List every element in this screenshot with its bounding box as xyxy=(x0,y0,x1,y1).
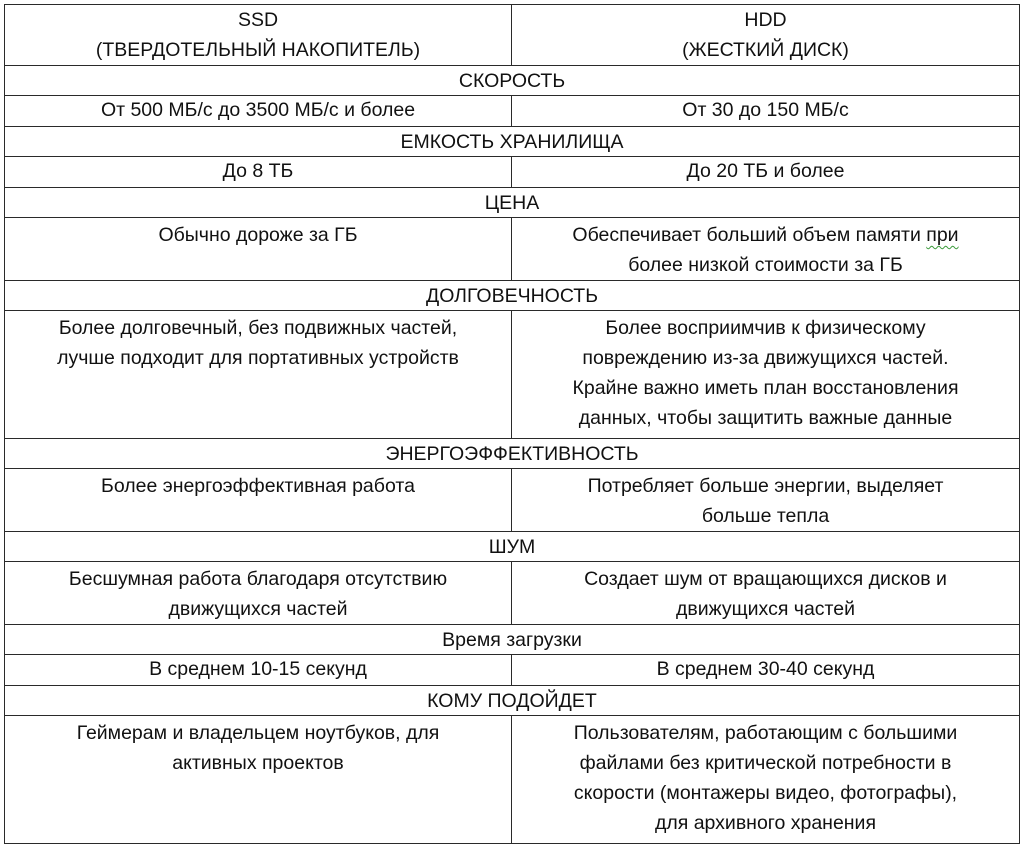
comparison-document xyxy=(4,4,1020,844)
section-row-energy-efficiency xyxy=(5,439,1020,469)
ssd-durability-cell: Более долговечный, без подвижных частей, лучше подходит для портативных устройств xyxy=(5,311,512,439)
table-row xyxy=(5,311,1020,439)
table-row xyxy=(5,716,1020,844)
ssd-target-users-cell: Геймерам и владельцем ноутбуков, для активных проектов xyxy=(5,716,512,844)
ssd-boot-time-cell: В среднем 10-15 секунд xyxy=(5,655,512,686)
section-title-capacity: ЕМКОСТЬ ХРАНИЛИЩА xyxy=(5,127,1020,157)
hdd-capacity-cell: До 20 ТБ и более xyxy=(512,157,1020,188)
hdd-price-cell xyxy=(512,218,1020,281)
section-title-durability: ДОЛГОВЕЧНОСТЬ xyxy=(5,281,1020,311)
spellcheck-flagged-word: при xyxy=(926,224,959,246)
section-row-boot-time xyxy=(5,625,1020,655)
ssd-price-cell: Обычно дороже за ГБ xyxy=(5,218,512,281)
section-row-price xyxy=(5,188,1020,218)
hdd-column-header: HDD (ЖЕСТКИЙ ДИСК) xyxy=(512,5,1020,66)
section-title-energy-efficiency: ЭНЕРГОЭФФЕКТИВНОСТЬ xyxy=(5,439,1020,469)
section-title-price: ЦЕНА xyxy=(5,188,1020,218)
section-title-target-users: КОМУ ПОДОЙДЕТ xyxy=(5,686,1020,716)
ssd-speed-cell: От 500 МБ/с до 3500 МБ/с и более xyxy=(5,96,512,127)
table-row xyxy=(5,218,1020,281)
hdd-target-users-cell: Пользователям, работающим с большими файлами без критической потребности в скорости (монтажеры видео, фотографы), для архивного хранения xyxy=(512,716,1020,844)
hdd-speed-cell: От 30 до 150 МБ/с xyxy=(512,96,1020,127)
hdd-durability-cell: Более восприимчив к физическому повреждению из-за движущихся частей. Крайне важно иметь план восстановления данных, чтобы защитить важные данные xyxy=(512,311,1020,439)
section-title-boot-time: Время загрузки xyxy=(5,625,1020,655)
section-row-noise xyxy=(5,532,1020,562)
ssd-column-header: SSD (ТВЕРДОТЕЛЬНЫЙ НАКОПИТЕЛЬ) xyxy=(5,5,512,66)
table-row xyxy=(5,96,1020,127)
ssd-noise-cell: Бесшумная работа благодаря отсутствию движущихся частей xyxy=(5,562,512,625)
table-row xyxy=(5,469,1020,532)
ssd-energy-cell: Более энергоэффективная работа xyxy=(5,469,512,532)
section-row-capacity xyxy=(5,127,1020,157)
ssd-hdd-comparison-table xyxy=(4,4,1020,844)
table-row xyxy=(5,655,1020,686)
section-title-speed: СКОРОСТЬ xyxy=(5,66,1020,96)
section-title-noise: ШУМ xyxy=(5,532,1020,562)
table-row xyxy=(5,562,1020,625)
section-row-speed xyxy=(5,66,1020,96)
header-row xyxy=(5,5,1020,66)
section-row-durability xyxy=(5,281,1020,311)
hdd-price-text-start: Обеспечивает больший объем памяти xyxy=(572,224,927,246)
table-row xyxy=(5,157,1020,188)
hdd-noise-cell: Создает шум от вращающихся дисков и движущихся частей xyxy=(512,562,1020,625)
ssd-capacity-cell: До 8 ТБ xyxy=(5,157,512,188)
hdd-price-text-end: более низкой стоимости за ГБ xyxy=(628,254,903,276)
section-row-target-users xyxy=(5,686,1020,716)
hdd-energy-cell: Потребляет больше энергии, выделяет больше тепла xyxy=(512,469,1020,532)
hdd-boot-time-cell: В среднем 30-40 секунд xyxy=(512,655,1020,686)
